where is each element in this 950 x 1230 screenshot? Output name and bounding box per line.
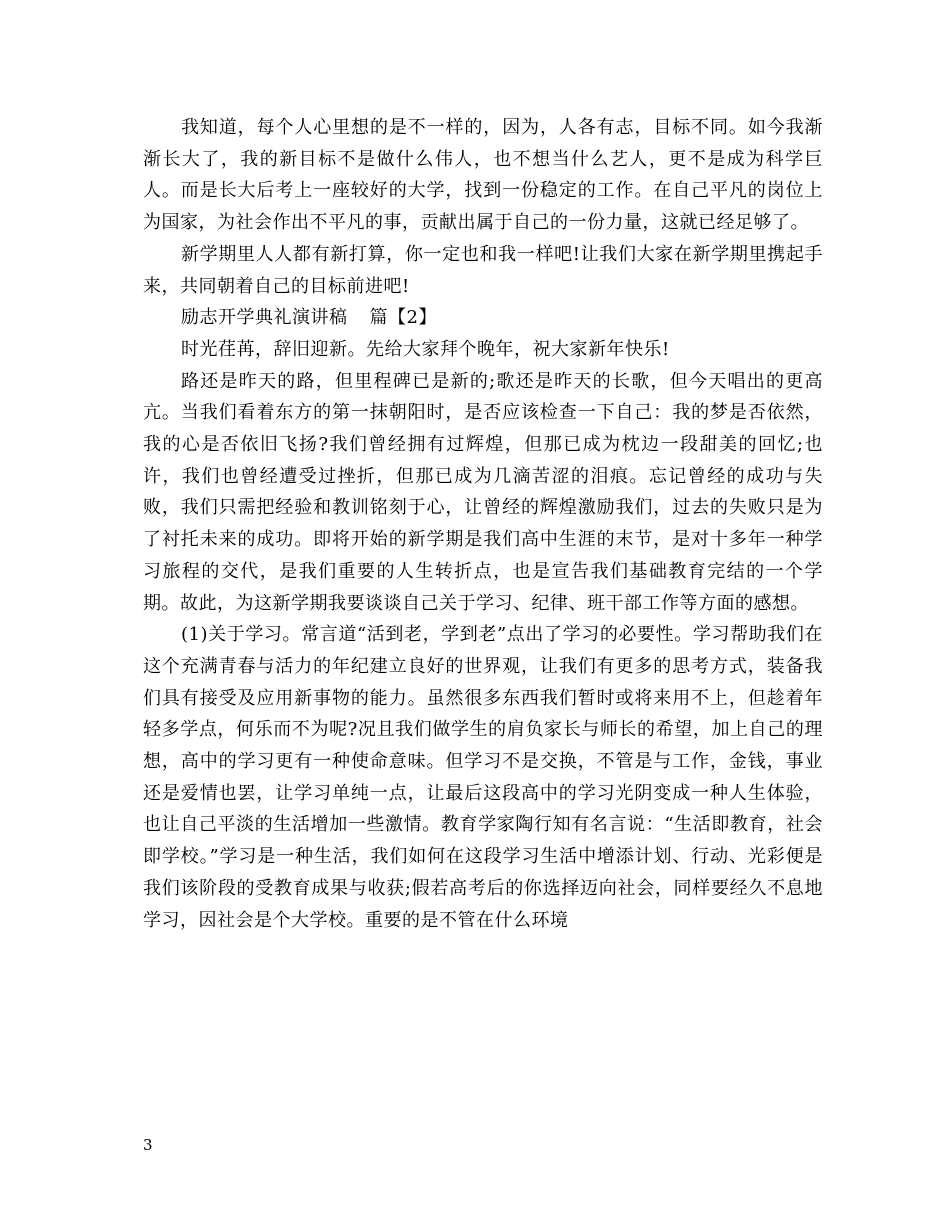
section-heading [143, 302, 823, 334]
paragraph-goals: 我知道，每个人心里想的是不一样的，因为，人各有志，目标不同。如今我渐渐长大了，我的新目标不是做什么伟人，也不想当什么艺人，更不是成为科学巨人。而是长大后考上一座较好的大学，找到一份稳定的工作。在自己平凡的岗位上为国家，为社会作出不平凡的事，贡献出属于自己的一份力量，这就已经足够了。 [143, 117, 823, 234]
document-body [143, 112, 823, 936]
page-number: 3 [143, 1136, 153, 1154]
paragraph-new-plans: 新学期里人人都有新打算，你一定也和我一样吧!让我们大家在新学期里携起手来，共同朝着自己的目标前进吧! [143, 243, 823, 297]
heading-part: 篇【2】 [369, 307, 437, 329]
paragraph-reflection: 路还是昨天的路，但里程碑已是新的;歌还是昨天的长歌，但今天唱出的更高亢。当我们看着东方的第一抹朝阳时，是否应该检查一下自己：我的梦是否依然，我的心是否依旧飞扬?我们曾经拥有过辉煌，但那已成为枕边一段甜美的回忆;也许，我们也曾经遭受过挫折，但那已成为几滴苦涩的泪痕。忘记曾经的成功与失败，我们只需把经验和教训铭刻于心，让曾经的辉煌激励我们，过去的失败只是为了衬托未来的成功。即将开始的新学期是我们高中生涯的末节，是对十多年一种学习旅程的交代，是我们重要的人生转折点，也是宣告我们基础教育完结的一个学期。故此，为这新学期我要谈谈自己关于学习、纪律、班干部工作等方面的感想。 [143, 370, 823, 614]
heading-title: 励志开学典礼演讲稿 [181, 307, 348, 329]
paragraph-about-learning: (1)关于学习。常言道“活到老，学到老”点出了学习的必要性。学习帮助我们在这个充满青春与活力的年纪建立良好的世界观，让我们有更多的思考方式，装备我们具有接受及应用新事物的能力。虽然很多东西我们暂时或将来用不上，但趁着年轻多学点，何乐而不为呢?况且我们做学生的肩负家长与师长的希望，加上自己的理想，高中的学习更有一种使命意味。但学习不是交换，不管是与工作，金钱，事业还是爱情也罢，让学习单纯一点，让最后这段高中的学习光阴变成一种人生体验，也让自己平淡的生活增加一些激情。教育学家陶行知有名言说：“生活即教育，社会即学校。”学习是一种生活，我们如何在这段学习生活中增添计划、行动、光彩便是我们该阶段的受教育成果与收获;假若高考后的你选择迈向社会，同样要经久不息地学习，因社会是个大学校。重要的是不管在什么环境 [143, 624, 823, 931]
paragraph-greeting: 时光荏苒，辞旧迎新。先给大家拜个晚年，祝大家新年快乐! [181, 338, 670, 360]
